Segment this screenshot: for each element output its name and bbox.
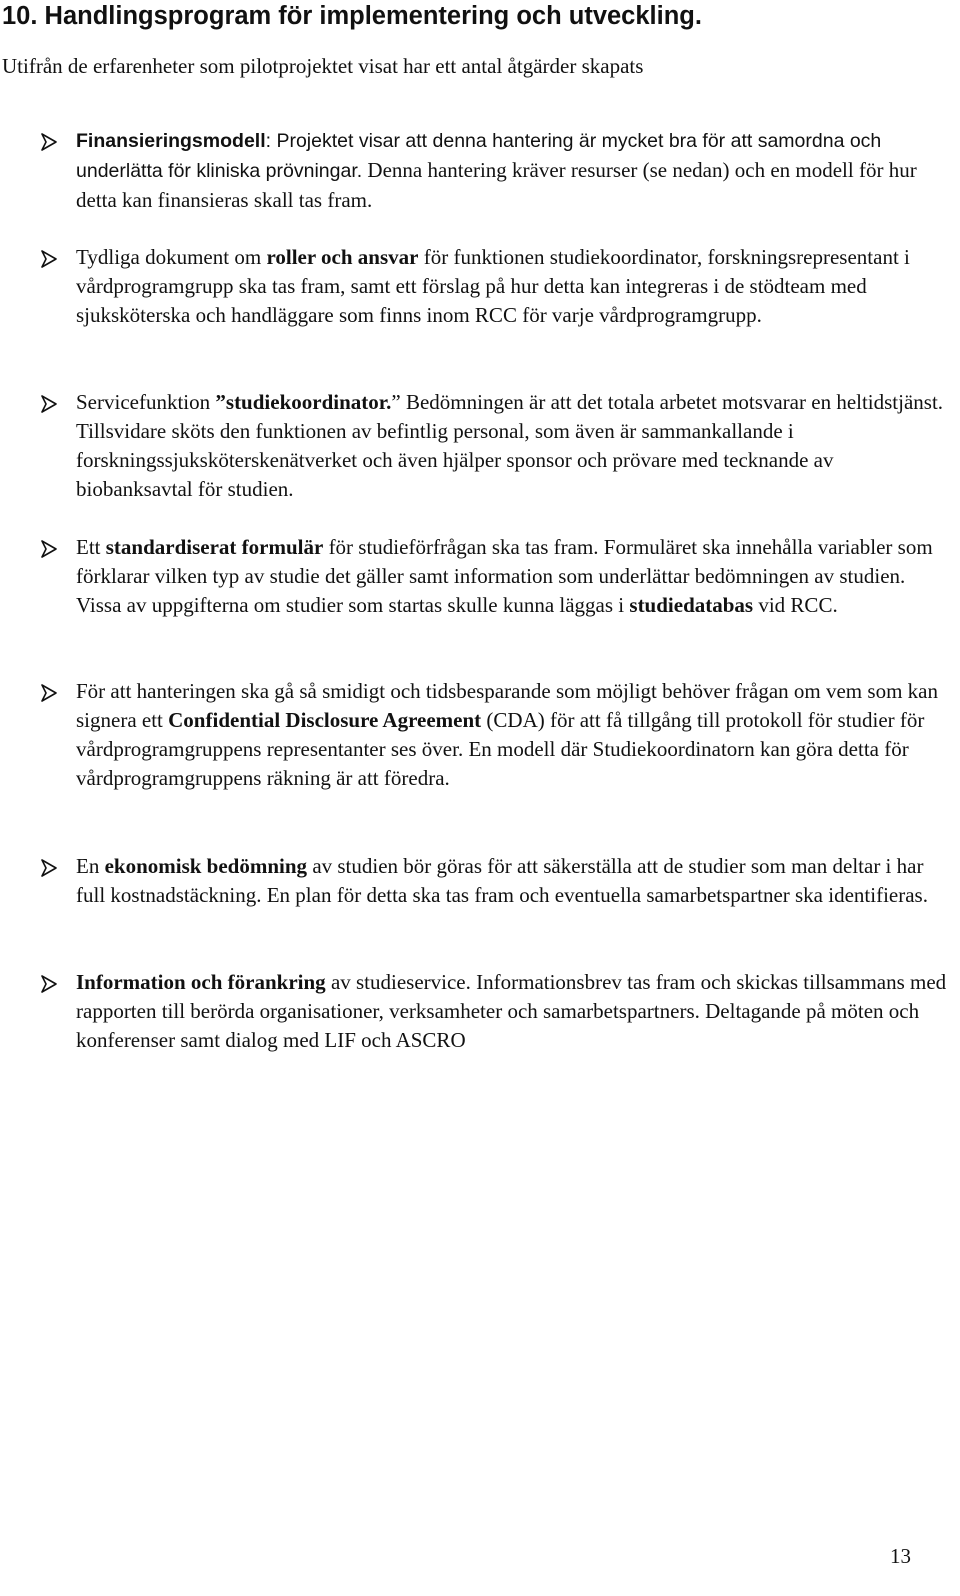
text-segment: Tydliga dokument om: [76, 245, 267, 269]
text-segment: ” Bedömningen är att det totala arbetet motsvarar en heltidstjänst. Tillsvidare sköts den funktionen av befintlig personal, som även är sammankallande i forskningssjuksköterskenätverket och även hjälper sponsor och prövare med tecknande av biobanksavtal för studien.: [76, 390, 944, 501]
list-item-text: [76, 243, 948, 330]
text-segment: av studieservice. Informationsbrev tas fram och skickas tillsammans med rapporten till berörda organisationer, verksamheter och samarbetspartners. Deltagande på möten och konferenser samt dialog med LIF och ASCRO: [76, 970, 947, 1052]
arrow-bullet-icon: [40, 540, 58, 558]
list-item-text: [76, 968, 948, 1055]
text-segment: : Projektet visar att denna hantering är mycket bra för att samordna och underlätta för kliniska prövningar.: [76, 130, 882, 182]
text-segment: för studieförfrågan ska tas fram. Formuläret ska innehålla variabler som förklarar vilken typ av studie det gäller samt information som underlättar bedömningen av studien. Vissa av uppgifterna om studier som startas skulle kunna läggas i: [76, 535, 933, 617]
list-item-text: [76, 126, 948, 215]
bold-term: studiedatabas: [629, 593, 754, 617]
bold-term: roller och ansvar: [266, 245, 419, 269]
bold-term: standardiserat formulär: [105, 535, 324, 559]
arrow-bullet-icon: [40, 684, 58, 702]
arrow-bullet-icon: [40, 250, 58, 268]
text-segment: För att hanteringen ska gå så smidigt och tidsbesparande som möjligt behöver frågan om vem som kan signera ett: [76, 679, 938, 732]
text-segment: för funktionen studiekoordinator, forskningsrepresentant i vårdprogramgrupp ska tas fram, samt ett förslag på hur detta kan integreras i de stödteam med sjuksköterska och handläggare som finns inom RCC för varje vårdprogramgrupp.: [76, 245, 910, 327]
bold-term: Confidential Disclosure Agreement: [168, 708, 482, 732]
list-item-text: [76, 533, 948, 620]
bold-term: Finansieringsmodell: [76, 130, 266, 152]
text-segment: (CDA) för att få tillgång till protokoll för studier för vårdprogramgruppens representanter ses över. En modell där Studiekoordinatorn kan göra detta för vårdprogramgruppens räkning är att föredra.: [76, 708, 925, 790]
bold-term: Information och förankring: [76, 970, 326, 994]
text-segment: Denna hantering kräver resurser (se nedan) och en modell för hur detta kan finansieras skall tas fram.: [76, 158, 917, 212]
page-number: 13: [890, 1544, 911, 1568]
text-segment: Ett: [76, 535, 106, 559]
list-item-text: [76, 388, 948, 504]
list-item-text: [76, 677, 948, 793]
arrow-bullet-icon: [40, 133, 58, 151]
arrow-bullet-icon: [40, 395, 58, 413]
intro-paragraph: Utifrån de erfarenheter som pilotprojektet visat har ett antal åtgärder skapats: [2, 54, 644, 78]
section-heading: 10. Handlingsprogram för implementering och utveckling.: [2, 2, 702, 30]
arrow-bullet-icon: [40, 975, 58, 993]
text-segment: En: [76, 854, 105, 878]
list-item-text: [76, 852, 948, 910]
text-segment: av studien bör göras för att säkerställa att de studier som man deltar i har full kostnadstäckning. En plan för detta ska tas fram och eventuella samarbetspartner ska identifieras.: [76, 854, 928, 907]
text-segment: vid RCC.: [753, 593, 838, 617]
arrow-bullet-icon: [40, 859, 58, 877]
text-segment: Servicefunktion: [76, 390, 216, 414]
bold-term: ekonomisk bedömning: [104, 854, 308, 878]
bold-term: ”studiekoordinator.: [215, 390, 392, 414]
